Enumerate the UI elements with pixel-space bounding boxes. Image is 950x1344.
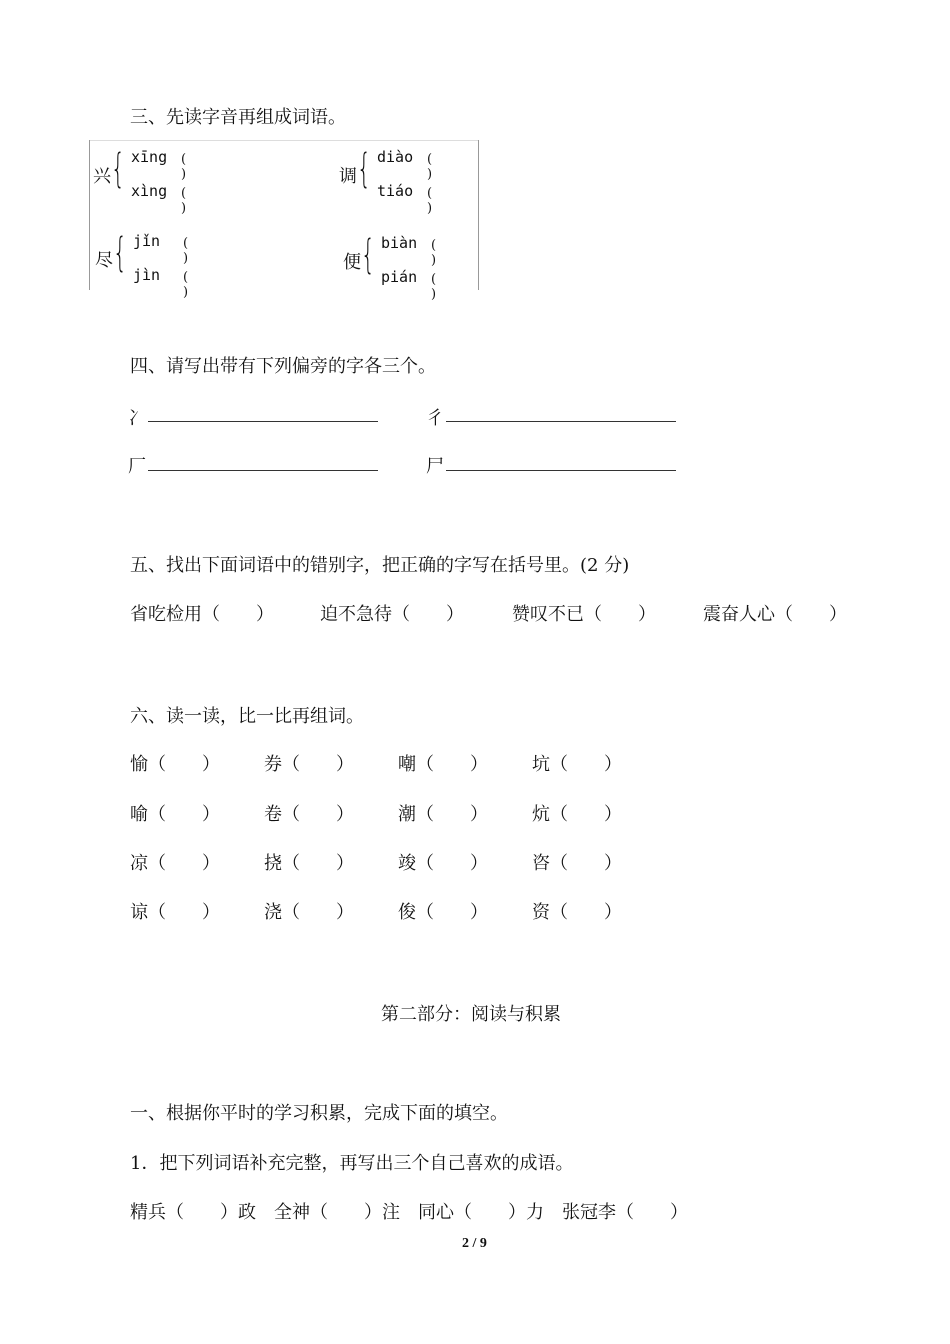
group-char: 便: [343, 252, 361, 273]
answer-line[interactable]: [148, 421, 378, 422]
pinyin-2: jìn: [133, 266, 161, 284]
correction-item[interactable]: 迫不急待（ ）: [320, 604, 464, 625]
compare-item[interactable]: 挠（ ）: [264, 853, 354, 874]
compare-item[interactable]: 券（ ）: [264, 754, 354, 775]
brace-icon: {: [113, 230, 127, 276]
pinyin-2: xìng: [131, 182, 168, 200]
pinyin-box: [89, 140, 479, 302]
compare-item[interactable]: 潮（ ）: [398, 804, 488, 825]
compare-item[interactable]: 资（ ）: [532, 902, 622, 923]
radical-label: 彳: [426, 408, 444, 429]
compare-item[interactable]: 谅（ ）: [130, 902, 220, 923]
blank-paren[interactable]: ( ): [427, 186, 461, 216]
compare-item[interactable]: 咨（ ）: [532, 853, 622, 874]
section5-heading: 五、找出下面词语中的错别字，把正确的字写在括号里。(2 分): [130, 555, 630, 576]
correction-item[interactable]: 省吃检用（ ）: [130, 604, 274, 625]
part2-heading: 一、根据你平时的学习积累，完成下面的填空。: [130, 1103, 508, 1124]
pinyin-1: xīng: [131, 148, 168, 166]
compare-item[interactable]: 愉（ ）: [130, 754, 220, 775]
section6-heading: 六、读一读，比一比再组词。: [130, 706, 364, 727]
answer-line[interactable]: [148, 470, 378, 471]
blank-paren[interactable]: ( ): [181, 186, 215, 216]
radical-label: 冫: [128, 408, 146, 429]
compare-item[interactable]: 坑（ ）: [532, 754, 622, 775]
correction-item[interactable]: 震奋人心（ ）: [703, 604, 847, 625]
brace-icon: {: [357, 146, 371, 192]
pinyin-2: pián: [381, 268, 418, 286]
compare-item[interactable]: 炕（ ）: [532, 804, 622, 825]
compare-item[interactable]: 喻（ ）: [130, 804, 220, 825]
brace-icon: {: [361, 232, 375, 278]
group-char: 兴: [93, 166, 111, 187]
section4-heading: 四、请写出带有下列偏旁的字各三个。: [130, 356, 436, 377]
idiom-blanks[interactable]: 精兵（ ）政 全神（ ）注 同心（ ）力 张冠李（ ）: [130, 1202, 688, 1223]
pinyin-1: jǐn: [133, 232, 161, 250]
blank-paren[interactable]: ( ): [427, 152, 461, 182]
blank-paren[interactable]: ( ): [431, 238, 465, 268]
answer-line[interactable]: [446, 421, 676, 422]
pinyin-1: biàn: [381, 234, 418, 252]
pinyin-1: diào: [377, 148, 414, 166]
box-left-line: [89, 140, 90, 290]
compare-item[interactable]: 竣（ ）: [398, 853, 488, 874]
blank-paren[interactable]: ( ): [183, 236, 217, 266]
radical-label: 尸: [426, 456, 444, 477]
group-char: 尽: [95, 250, 113, 271]
part2-title: 第二部分：阅读与积累: [381, 1004, 561, 1025]
compare-item[interactable]: 嘲（ ）: [398, 754, 488, 775]
page-number: 2 / 9: [462, 1236, 487, 1251]
answer-line[interactable]: [446, 470, 676, 471]
compare-item[interactable]: 卷（ ）: [264, 804, 354, 825]
blank-paren[interactable]: ( ): [181, 152, 215, 182]
pinyin-2: tiáo: [377, 182, 414, 200]
group-char: 调: [339, 166, 357, 187]
compare-item[interactable]: 俊（ ）: [398, 902, 488, 923]
question-1: 1．把下列词语补充完整，再写出三个自己喜欢的成语。: [130, 1153, 574, 1174]
blank-paren[interactable]: ( ): [431, 272, 465, 302]
box-top-line: [89, 140, 479, 141]
radical-label: 厂: [128, 456, 146, 477]
correction-item[interactable]: 赞叹不已（ ）: [512, 604, 656, 625]
box-right-line: [478, 140, 479, 290]
compare-item[interactable]: 凉（ ）: [130, 853, 220, 874]
section3-heading: 三、先读字音再组成词语。: [130, 107, 346, 128]
blank-paren[interactable]: ( ): [183, 270, 217, 300]
compare-item[interactable]: 浇（ ）: [264, 902, 354, 923]
brace-icon: {: [111, 146, 125, 192]
